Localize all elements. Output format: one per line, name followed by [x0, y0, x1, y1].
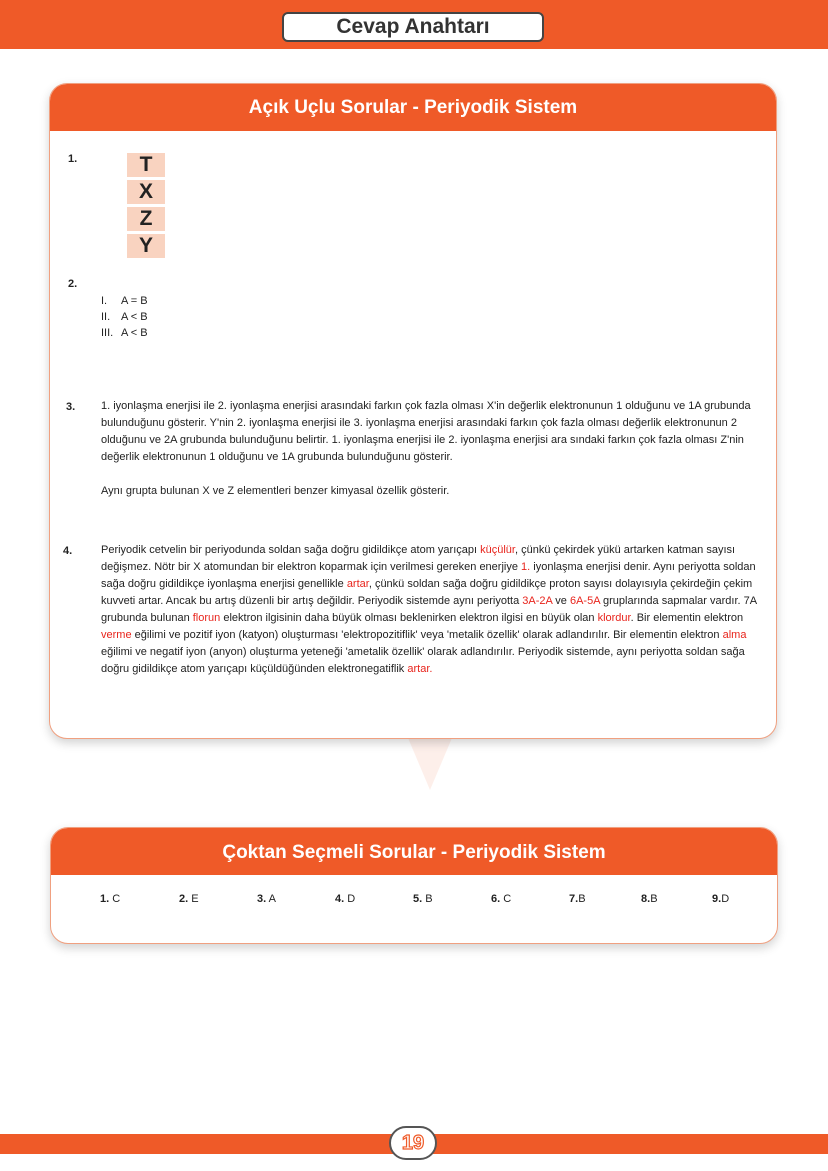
order-letter: Y	[127, 234, 165, 258]
multiple-choice-card	[50, 827, 778, 944]
answer-item: 3. A	[257, 893, 276, 905]
answer-text: iyonlaşma enerjisi denir. Aynı periyotta soldan sağa doğru gidildikçe iyonlaşma enerjisi genellikle	[101, 561, 756, 590]
question-1-order	[127, 153, 165, 261]
page-number: 19	[389, 1126, 437, 1160]
answer-item: 8.B	[641, 893, 658, 905]
open-questions-card	[49, 83, 777, 739]
answer-text: ve	[552, 595, 570, 607]
answer-text: eğilimi ve pozitif iyon (katyon) oluşturması 'elektropozitiflik' veya 'metalik özellik' olarak adlandırılır. Bir elementin elektron	[131, 629, 723, 641]
multiple-choice-header: Çoktan Seçmeli Sorular - Periyodik Sistem	[51, 828, 777, 875]
answer-item: 2. E	[179, 893, 199, 905]
question-4-answer	[101, 542, 775, 678]
page-title: Cevap Anahtarı	[282, 12, 544, 42]
order-letter: X	[127, 180, 165, 204]
highlighted-term: klordur	[597, 612, 631, 624]
highlighted-term: artar.	[407, 663, 433, 675]
highlighted-term: 6A-5A	[569, 595, 600, 607]
highlighted-term: küçülür	[480, 544, 515, 556]
highlighted-term: 3A-2A	[522, 595, 553, 607]
order-letter: T	[127, 153, 165, 177]
question-4-number: 4.	[63, 545, 73, 557]
comparison-item: II. A < B	[101, 311, 148, 323]
highlighted-term: verme	[101, 629, 132, 641]
answer-item: 1. C	[100, 893, 121, 905]
answer-item: 9.D	[712, 893, 730, 905]
answer-text: Periyodik cetvelin bir periyodunda soldan sağa doğru gidildikçe atom yarıçapı	[101, 544, 481, 556]
answer-item: 4. D	[335, 893, 356, 905]
question-3-conclusion: Aynı grupta bulunan X ve Z elementleri benzer kimyasal özellik gösterir.	[101, 485, 450, 497]
highlighted-term: florun	[192, 612, 221, 624]
question-3-paragraph: 1. iyonlaşma enerjisi ile 2. iyonlaşma enerjisi arasındaki farkın çok fazla olması X'in değerlik elektronunun 1 olduğunu ve 1A grubunda bulunduğunu gösterir. Y'nin 2. iyonlaşma enerjisi ile 3. iyonlaşma enerjisi arasındaki farkın çok fazla olması değerlik elektronunun 2 olduğunu ve 2A grubunda bulunduğunu belirtir. 1. iyonlaşma enerjisi ile 2. iyonlaşma enerjisi ara sındaki farkın çok fazla olması Z'nin değerlik elektronunun 1 olduğunu ve 1A grubunda bulunduğunu gösterir.	[101, 400, 751, 463]
highlighted-term: artar	[346, 578, 369, 590]
question-1-number: 1.	[68, 153, 78, 165]
order-letter: Z	[127, 207, 165, 231]
comparison-item: I. A = B	[101, 295, 148, 307]
answer-text: , çünkü soldan sağa doğru gidildikçe proton sayısı dolayısıyla çekirdeğin çekim kuvveti artar. Ancak bu artış düzenli bir artış değildir. Periyodik sistemde aynı periyotta	[101, 578, 753, 607]
comparison-item: III. A < B	[101, 327, 148, 339]
answer-text: eğilimi ve negatif iyon (anyon) oluşturma yeteneği 'ametalik özellik' olarak adlandırılır. Periyodik sistemde, aynı periyotta soldan sağa doğru gidildikçe atom yarıçapı küçüldüğünden elektronegatiflik	[101, 646, 745, 675]
question-2-answers	[101, 293, 148, 341]
open-questions-header: Açık Uçlu Sorular - Periyodik Sistem	[50, 84, 776, 131]
answer-text: elektron ilgisinin daha büyük olması beklenirken elektron ilgisi en büyük olan	[220, 612, 598, 624]
answer-text: , çünkü çekirdek yükü artarken katman sayısı değişmez. Nötr bir X atomundan bir elektron koparmak için verilmesi gereken enerjiye	[101, 544, 736, 573]
answer-item: 5. B	[413, 893, 433, 905]
question-2-number: 2.	[68, 278, 78, 290]
question-3-number: 3.	[66, 401, 76, 413]
highlighted-term: 1.	[521, 561, 531, 573]
highlighted-term: alma	[722, 629, 747, 641]
answer-text: . Bir elementin elektron	[630, 612, 744, 624]
answer-text: gruplarında sapmalar vardır. 7A grubunda bulunan	[101, 595, 757, 624]
answer-item: 6. C	[491, 893, 512, 905]
answer-item: 7.B	[569, 893, 586, 905]
question-3-answer	[101, 398, 769, 500]
